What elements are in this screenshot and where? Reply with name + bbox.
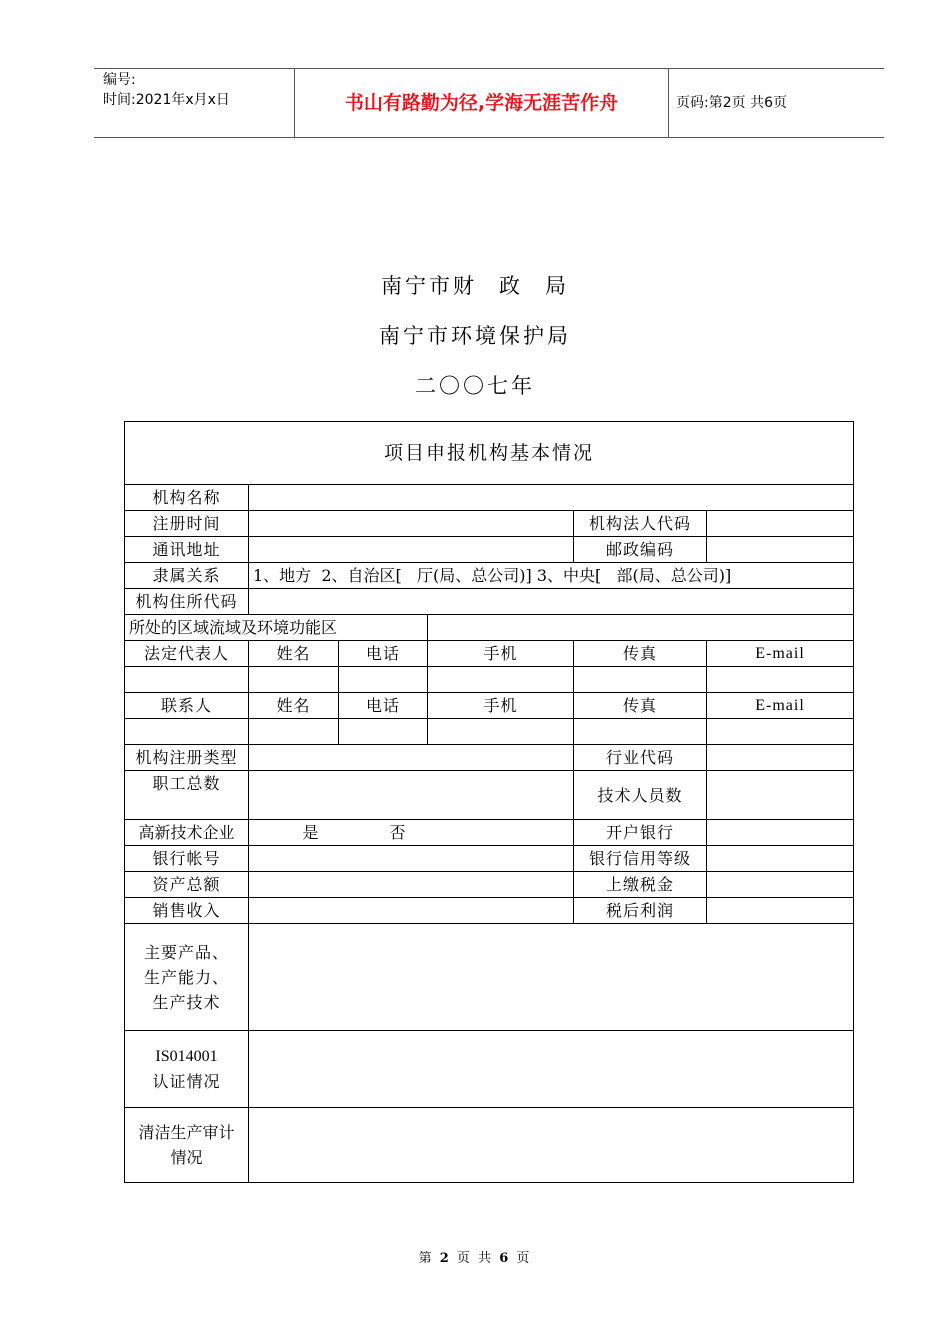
field-reg-type[interactable] <box>249 745 574 771</box>
label-legal-code: 机构法人代码 <box>574 511 707 537</box>
label-tech-staff: 技术人员数 <box>574 771 707 820</box>
col-mobile: 手机 <box>428 641 574 667</box>
field-tech-staff[interactable] <box>707 771 854 820</box>
field-legal-code[interactable] <box>707 511 854 537</box>
page-footer: 第 2 页 共 6 页 <box>418 1251 532 1266</box>
field-legal-rep-phone[interactable] <box>339 667 428 693</box>
col-email: E-mail <box>707 641 854 667</box>
label-residence-code: 机构住所代码 <box>125 589 249 615</box>
title-finance-bureau: 南宁市财 政 局 <box>381 274 569 298</box>
field-account[interactable] <box>249 846 574 872</box>
header-page-label: 页码:第2页 共6页 <box>676 95 787 111</box>
field-legal-rep-mobile[interactable] <box>428 667 574 693</box>
label-reg-type: 机构注册类型 <box>125 745 249 771</box>
label-reg-time: 注册时间 <box>125 511 249 537</box>
field-credit[interactable] <box>707 846 854 872</box>
field-postcode[interactable] <box>707 537 854 563</box>
label-assets: 资产总额 <box>125 872 249 898</box>
label-contact: 联系人 <box>125 693 249 719</box>
label-postcode: 邮政编码 <box>574 537 707 563</box>
label-tax: 上缴税金 <box>574 872 707 898</box>
label-org-name: 机构名称 <box>125 485 249 511</box>
col-name: 姓名 <box>249 693 339 719</box>
field-audit[interactable] <box>249 1108 854 1183</box>
field-legal-rep-blank[interactable] <box>125 667 249 693</box>
field-legal-rep-name[interactable] <box>249 667 339 693</box>
field-iso[interactable] <box>249 1031 854 1108</box>
field-contact-name[interactable] <box>249 719 339 745</box>
header-motto: 书山有路勤为径,学海无涯苦作舟 <box>344 92 619 114</box>
field-org-name[interactable] <box>249 485 854 511</box>
field-residence-code[interactable] <box>249 589 854 615</box>
field-contact-fax[interactable] <box>574 719 707 745</box>
field-industry-code[interactable] <box>707 745 854 771</box>
col-phone: 电话 <box>339 693 428 719</box>
label-address: 通讯地址 <box>125 537 249 563</box>
header-divider <box>668 69 669 137</box>
field-contact-blank[interactable] <box>125 719 249 745</box>
col-phone: 电话 <box>339 641 428 667</box>
field-region[interactable] <box>428 615 854 641</box>
title-environment-bureau: 南宁市环境保护局 <box>379 324 571 348</box>
field-bank[interactable] <box>707 820 854 846</box>
title-year: 二〇〇七年 <box>415 374 535 398</box>
label-credit: 银行信用等级 <box>574 846 707 872</box>
time-label: 时间:2021年x月x日 <box>103 92 230 108</box>
label-region: 所处的区域流域及环境功能区 <box>125 615 428 641</box>
option-no[interactable]: 否 <box>389 823 407 842</box>
col-email: E-mail <box>707 693 854 719</box>
field-affiliation[interactable]: 1、地方 2、自治区[ 厅(局、总公司)] 3、中央[ 部(局、总公司)] <box>249 563 854 589</box>
org-info-form <box>124 421 854 1183</box>
label-bank: 开户银行 <box>574 820 707 846</box>
col-name: 姓名 <box>249 641 339 667</box>
label-hitech: 高新技术企业 <box>125 820 249 846</box>
label-staff-total: 职工总数 <box>125 771 249 820</box>
label-audit: 清洁生产审计 情况 <box>125 1108 249 1183</box>
field-contact-email[interactable] <box>707 719 854 745</box>
label-sales: 销售收入 <box>125 898 249 924</box>
field-staff-total[interactable] <box>249 771 574 820</box>
field-reg-time[interactable] <box>249 511 574 537</box>
field-profit[interactable] <box>707 898 854 924</box>
label-profit: 税后利润 <box>574 898 707 924</box>
field-tax[interactable] <box>707 872 854 898</box>
field-legal-rep-email[interactable] <box>707 667 854 693</box>
field-assets[interactable] <box>249 872 574 898</box>
label-legal-rep: 法定代表人 <box>125 641 249 667</box>
option-yes[interactable]: 是 <box>302 823 320 842</box>
label-account: 银行帐号 <box>125 846 249 872</box>
field-contact-phone[interactable] <box>339 719 428 745</box>
header-meta <box>103 70 230 110</box>
label-industry-code: 行业代码 <box>574 745 707 771</box>
field-contact-mobile[interactable] <box>428 719 574 745</box>
page-header <box>94 68 884 138</box>
field-hitech[interactable] <box>249 820 574 846</box>
col-fax: 传真 <box>574 641 707 667</box>
label-products: 主要产品、 生产能力、 生产技术 <box>125 924 249 1031</box>
field-sales[interactable] <box>249 898 574 924</box>
label-iso: IS014001 认证情况 <box>125 1031 249 1108</box>
col-mobile: 手机 <box>428 693 574 719</box>
col-fax: 传真 <box>574 693 707 719</box>
form-caption: 项目申报机构基本情况 <box>125 422 854 485</box>
number-label: 编号: <box>103 72 136 88</box>
field-address[interactable] <box>249 537 574 563</box>
field-products[interactable] <box>249 924 854 1031</box>
field-legal-rep-fax[interactable] <box>574 667 707 693</box>
label-affiliation: 隶属关系 <box>125 563 249 589</box>
